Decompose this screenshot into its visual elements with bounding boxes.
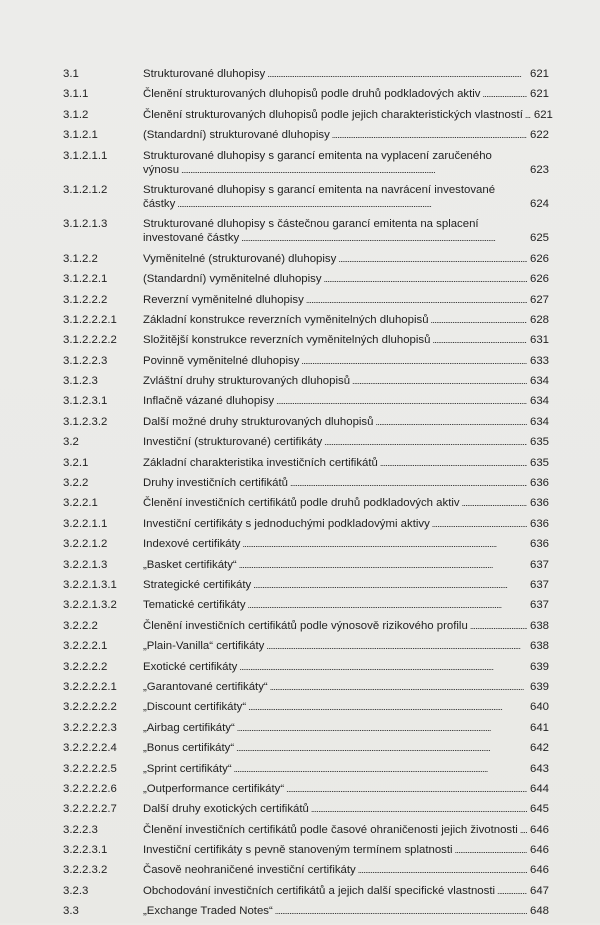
toc-entry-page: 622 bbox=[529, 129, 549, 142]
dot-leader bbox=[525, 108, 531, 122]
toc-entry-page: 626 bbox=[529, 252, 549, 265]
toc-entry-number: 3.1 bbox=[63, 68, 79, 80]
toc-entry-number: 3.2.2.1.3.2 bbox=[63, 599, 117, 612]
toc-entry-title: Reverzní vyměnitelné dluhopisy bbox=[143, 293, 304, 306]
toc-entry-title: Časově neohraničené investiční certifikáty bbox=[143, 864, 356, 877]
toc-entry bbox=[63, 558, 549, 572]
toc-entry bbox=[63, 313, 549, 327]
toc-entry-number: 3.3 bbox=[63, 905, 79, 918]
toc-entry-number: 3.1.2.3.1 bbox=[63, 395, 108, 408]
toc-entry-title: Investiční certifikáty s pevně stanoveným termínem splatnosti bbox=[143, 844, 453, 857]
dot-leader bbox=[462, 496, 527, 510]
toc-entry-number: 3.1.2.1.3 bbox=[63, 218, 108, 231]
toc-entry-title: Základní konstrukce reverzních vyměnitelných dluhopisů bbox=[143, 313, 429, 326]
toc-entry-title: „Garantované certifikáty“ bbox=[143, 680, 268, 693]
toc-entry bbox=[63, 252, 549, 266]
toc-entry-page: 634 bbox=[529, 415, 549, 428]
toc-entry-title: (Standardní) vyměnitelné dluhopisy bbox=[143, 273, 322, 286]
toc-entry-title: Členění strukturovaných dluhopisů podle jejich charakteristických vlastností bbox=[143, 108, 523, 121]
toc-entry-title: Obchodování investičních certifikátů a jejich další specifické vlastnosti bbox=[143, 884, 496, 897]
toc-entry-page: 634 bbox=[529, 375, 549, 388]
toc-entry-page: 631 bbox=[529, 334, 549, 347]
toc-entry-number: 3.1.2.3 bbox=[63, 375, 98, 388]
toc-entry-page: 637 bbox=[529, 599, 549, 612]
toc-entry-page: 644 bbox=[529, 782, 549, 795]
toc-entry bbox=[63, 394, 549, 408]
dot-leader bbox=[248, 598, 527, 612]
toc-entry-page: 634 bbox=[529, 395, 549, 408]
toc-entry bbox=[63, 456, 549, 470]
toc-entry-title: Složitější konstrukce reverzních vyměnitelných dluhopisů bbox=[143, 334, 431, 347]
toc-entry-page: 639 bbox=[529, 660, 549, 673]
toc-entry bbox=[63, 183, 549, 211]
dot-leader bbox=[248, 700, 527, 714]
dot-leader bbox=[239, 558, 527, 572]
toc-entry bbox=[63, 863, 549, 877]
toc-entry bbox=[63, 293, 549, 307]
toc-entry-number: 3.1.2.2.2.2 bbox=[63, 334, 117, 347]
toc-entry-page: 648 bbox=[529, 905, 549, 918]
toc-entry-page: 638 bbox=[529, 640, 549, 653]
dot-leader bbox=[301, 354, 527, 368]
toc-entry-title: Strategické certifikáty bbox=[143, 578, 252, 591]
toc-entry bbox=[63, 435, 549, 449]
toc-entry bbox=[63, 537, 549, 551]
toc-entry-title: „Basket certifikáty“ bbox=[143, 558, 237, 571]
dot-leader bbox=[239, 660, 527, 674]
toc-entry bbox=[63, 762, 549, 776]
toc-entry-number: 3.1.2.2 bbox=[63, 252, 98, 265]
dot-leader bbox=[181, 163, 527, 177]
toc-entry-title: Základní charakteristika investičních certifikátů bbox=[143, 456, 378, 469]
toc-entry-page: 636 bbox=[529, 497, 549, 510]
toc-entry-number: 3.2 bbox=[63, 436, 79, 449]
dot-leader bbox=[497, 884, 527, 898]
toc-entry-page: 637 bbox=[529, 578, 549, 591]
toc-entry-number: 3.2.2.2.2.6 bbox=[63, 782, 117, 795]
dot-leader bbox=[253, 578, 527, 592]
toc-entry-title: „Discount certifikáty“ bbox=[143, 701, 247, 714]
toc-entry-page: 639 bbox=[529, 680, 549, 693]
toc-entry-page: 635 bbox=[529, 436, 549, 449]
toc-entry bbox=[63, 721, 549, 735]
toc-entry bbox=[63, 333, 549, 347]
dot-leader bbox=[455, 843, 527, 857]
toc-entry-number: 3.2.2.2.2.3 bbox=[63, 721, 117, 734]
toc-entry-number: 3.2.2.2.2.4 bbox=[63, 742, 117, 755]
dot-leader bbox=[306, 293, 527, 307]
dot-leader bbox=[324, 435, 527, 449]
toc-entry-title: Tematické certifikáty bbox=[143, 599, 246, 612]
toc-entry-number: 3.2.2.1.3 bbox=[63, 558, 108, 571]
toc-entry-page: 646 bbox=[529, 864, 549, 877]
toc-entry-page: 623 bbox=[529, 163, 549, 176]
toc-entry-number: 3.2.2.2.2.5 bbox=[63, 762, 117, 775]
toc-entry bbox=[63, 108, 553, 122]
toc-entry bbox=[63, 415, 549, 429]
toc-entry-title: Indexové certifikáty bbox=[143, 538, 241, 551]
toc-entry-title: Členění strukturovaných dluhopisů podle druhů podkladových aktiv bbox=[143, 88, 481, 101]
toc-entry-title: Členění investičních certifikátů podle druhů podkladových aktiv bbox=[143, 497, 460, 510]
toc-entry-number: 3.2.2.2.2.2 bbox=[63, 701, 117, 714]
toc-entry-page: 621 bbox=[529, 68, 549, 80]
dot-leader bbox=[432, 333, 527, 347]
toc-entry bbox=[63, 217, 549, 245]
toc-entry-number: 3.2.2.1.1 bbox=[63, 517, 108, 530]
dot-leader bbox=[380, 456, 527, 470]
toc-entry-page: 628 bbox=[529, 313, 549, 326]
toc-entry-number: 3.2.2.1 bbox=[63, 497, 98, 510]
toc-entry bbox=[63, 700, 549, 714]
toc-entry bbox=[63, 619, 549, 633]
dot-leader bbox=[290, 476, 527, 490]
dot-leader bbox=[177, 197, 527, 211]
toc-entry-title-line: Strukturované dluhopisy s garancí emitenta na vyplacení zaručeného bbox=[143, 149, 492, 162]
toc-entry-page: 643 bbox=[529, 762, 549, 775]
toc-entry-page: 642 bbox=[529, 742, 549, 755]
toc-entry-title: Další možné druhy strukturovaných dluhopisů bbox=[143, 415, 374, 428]
toc-entry-page: 646 bbox=[529, 823, 549, 836]
toc-entry bbox=[63, 517, 549, 531]
toc-entry bbox=[63, 741, 549, 755]
toc-entry-page: 627 bbox=[529, 293, 549, 306]
toc-entry-page: 636 bbox=[529, 477, 549, 490]
toc-entry bbox=[63, 823, 549, 837]
toc-entry-title: (Standardní) strukturované dluhopisy bbox=[143, 129, 330, 142]
toc-entry-page: 646 bbox=[529, 844, 549, 857]
toc-entry-number: 3.2.3 bbox=[63, 884, 89, 897]
dot-leader bbox=[276, 394, 527, 408]
toc-entry-number: 3.2.2.2 bbox=[63, 619, 98, 632]
toc-entry-number: 3.2.2.2.1 bbox=[63, 640, 108, 653]
dot-leader bbox=[332, 128, 527, 142]
toc-entry bbox=[63, 578, 549, 592]
toc-entry-number: 3.1.1 bbox=[63, 88, 89, 101]
toc-entry-number: 3.1.2.2.3 bbox=[63, 354, 108, 367]
dot-leader bbox=[375, 415, 527, 429]
toc-entry bbox=[63, 374, 549, 388]
toc-entry-page: 636 bbox=[529, 538, 549, 551]
toc-entry bbox=[63, 149, 549, 177]
toc-entry bbox=[63, 904, 549, 918]
toc-entry bbox=[63, 884, 549, 898]
toc-entry-number: 3.1.2.2.2.1 bbox=[63, 313, 117, 326]
toc-entry-title: Exotické certifikáty bbox=[143, 660, 238, 673]
toc-entry-title: Inflačně vázané dluhopisy bbox=[143, 395, 275, 408]
toc-entry-number: 3.1.2.1.2 bbox=[63, 183, 108, 196]
toc-entry-page: 647 bbox=[529, 884, 549, 897]
toc-entry bbox=[63, 128, 549, 142]
toc-entry-title: „Exchange Traded Notes“ bbox=[143, 905, 273, 918]
toc-entry bbox=[63, 476, 549, 490]
toc-entry bbox=[63, 639, 549, 653]
toc-entry-title: Povinně vyměnitelné dluhopisy bbox=[143, 354, 300, 367]
toc-entry-number: 3.2.2.2.2.7 bbox=[63, 803, 117, 816]
toc-entry-page: 624 bbox=[529, 197, 549, 210]
toc-entry-title: Investiční certifikáty s jednoduchými podkladovými aktivy bbox=[143, 517, 430, 530]
toc-entry-title: Členění investičních certifikátů podle výnosově rizikového profilu bbox=[143, 619, 468, 632]
dot-leader bbox=[352, 374, 527, 388]
toc-entry bbox=[63, 598, 549, 612]
toc-entry-number: 3.2.2.1.2 bbox=[63, 538, 108, 551]
toc-entry bbox=[63, 272, 549, 286]
dot-leader bbox=[520, 823, 527, 837]
toc-entry bbox=[63, 782, 549, 796]
toc-entry-title: Další druhy exotických certifikátů bbox=[143, 803, 309, 816]
dot-leader bbox=[324, 272, 527, 286]
toc-entry-number: 3.1.2.3.2 bbox=[63, 415, 108, 428]
toc-entry-number: 3.2.2.3.1 bbox=[63, 844, 108, 857]
toc-entry-number: 3.1.2.1 bbox=[63, 129, 98, 142]
dot-leader bbox=[270, 680, 527, 694]
dot-leader bbox=[338, 252, 527, 266]
toc-entry-page: 633 bbox=[529, 354, 549, 367]
dot-leader bbox=[470, 619, 527, 633]
toc-entry-number: 3.2.2.1.3.1 bbox=[63, 578, 117, 591]
dot-leader bbox=[483, 87, 528, 101]
toc-entry bbox=[63, 354, 549, 368]
toc-entry-number: 3.2.1 bbox=[63, 456, 89, 469]
toc-entry-title: „Sprint certifikáty“ bbox=[143, 762, 232, 775]
toc-entry-title: investované částky bbox=[143, 232, 240, 245]
toc-entry-title: Zvláštní druhy strukturovaných dluhopisů bbox=[143, 375, 351, 388]
toc-entry-number: 3.2.2.2.2.1 bbox=[63, 680, 117, 693]
toc-entry bbox=[63, 680, 549, 694]
dot-leader bbox=[358, 863, 527, 877]
dot-leader bbox=[237, 721, 527, 735]
dot-leader bbox=[243, 537, 528, 551]
toc-entry-number: 3.2.2.3 bbox=[63, 823, 98, 836]
dot-leader bbox=[432, 517, 527, 531]
toc-entry-number: 3.2.2 bbox=[63, 477, 89, 490]
toc-entry-number: 3.1.2 bbox=[63, 108, 89, 121]
toc-entry-title: Strukturované dluhopisy bbox=[143, 68, 266, 80]
toc-entry-number: 3.1.2.1.1 bbox=[63, 149, 108, 162]
toc-entry-page: 621 bbox=[529, 88, 549, 101]
toc-entry-page: 635 bbox=[529, 456, 549, 469]
toc-entry-page: 640 bbox=[529, 701, 549, 714]
toc-entry bbox=[63, 802, 549, 816]
toc-entry-title: Vyměnitelné (strukturované) dluhopisy bbox=[143, 252, 337, 265]
toc-entry-page: 645 bbox=[529, 803, 549, 816]
toc-entry bbox=[63, 660, 549, 674]
toc-entry-title: „Bonus certifikáty“ bbox=[143, 742, 235, 755]
toc-entry bbox=[63, 843, 549, 857]
toc-entry bbox=[63, 67, 549, 81]
toc-entry-title: „Plain-Vanilla“ certifikáty bbox=[143, 640, 265, 653]
toc-entry-title: „Outperformance certifikáty“ bbox=[143, 782, 285, 795]
dot-leader bbox=[267, 67, 527, 81]
dot-leader bbox=[275, 904, 527, 918]
toc-entry-page: 637 bbox=[529, 558, 549, 571]
toc-entry-number: 3.1.2.2.1 bbox=[63, 273, 108, 286]
toc-entry-number: 3.1.2.2.2 bbox=[63, 293, 108, 306]
toc-entry-page: 638 bbox=[529, 619, 549, 632]
dot-leader bbox=[234, 762, 527, 776]
toc-entry-title: Druhy investičních certifikátů bbox=[143, 477, 288, 490]
toc-entry-title: „Airbag certifikáty“ bbox=[143, 721, 235, 734]
dot-leader bbox=[431, 313, 527, 327]
toc-entry-title-line: Strukturované dluhopisy s částečnou garancí emitenta na splacení bbox=[143, 218, 479, 231]
toc-entry-page: 626 bbox=[529, 273, 549, 286]
toc-entry-page: 641 bbox=[529, 721, 549, 734]
toc-entry-title: výnosu bbox=[143, 163, 180, 176]
toc-entry-page: 625 bbox=[529, 232, 549, 245]
toc-entry-title: Členění investičních certifikátů podle časové ohraničenosti jejich životnosti bbox=[143, 823, 518, 836]
toc-entry-title: částky bbox=[143, 197, 176, 210]
toc-entry-title-line: Strukturované dluhopisy s garancí emitenta na navrácení investované bbox=[143, 183, 496, 196]
dot-leader bbox=[236, 741, 527, 755]
dot-leader bbox=[266, 639, 527, 653]
table-of-contents bbox=[63, 67, 553, 925]
toc-entry bbox=[63, 496, 549, 510]
dot-leader bbox=[311, 802, 527, 816]
toc-entry-title: Investiční (strukturované) certifikáty bbox=[143, 436, 323, 449]
toc-entry bbox=[63, 87, 549, 101]
dot-leader bbox=[286, 782, 527, 796]
dot-leader bbox=[241, 231, 527, 245]
toc-entry-number: 3.2.2.3.2 bbox=[63, 864, 108, 877]
toc-entry-number: 3.2.2.2.2 bbox=[63, 660, 108, 673]
toc-entry-page: 621 bbox=[533, 108, 553, 121]
toc-entry-page: 636 bbox=[529, 517, 549, 530]
